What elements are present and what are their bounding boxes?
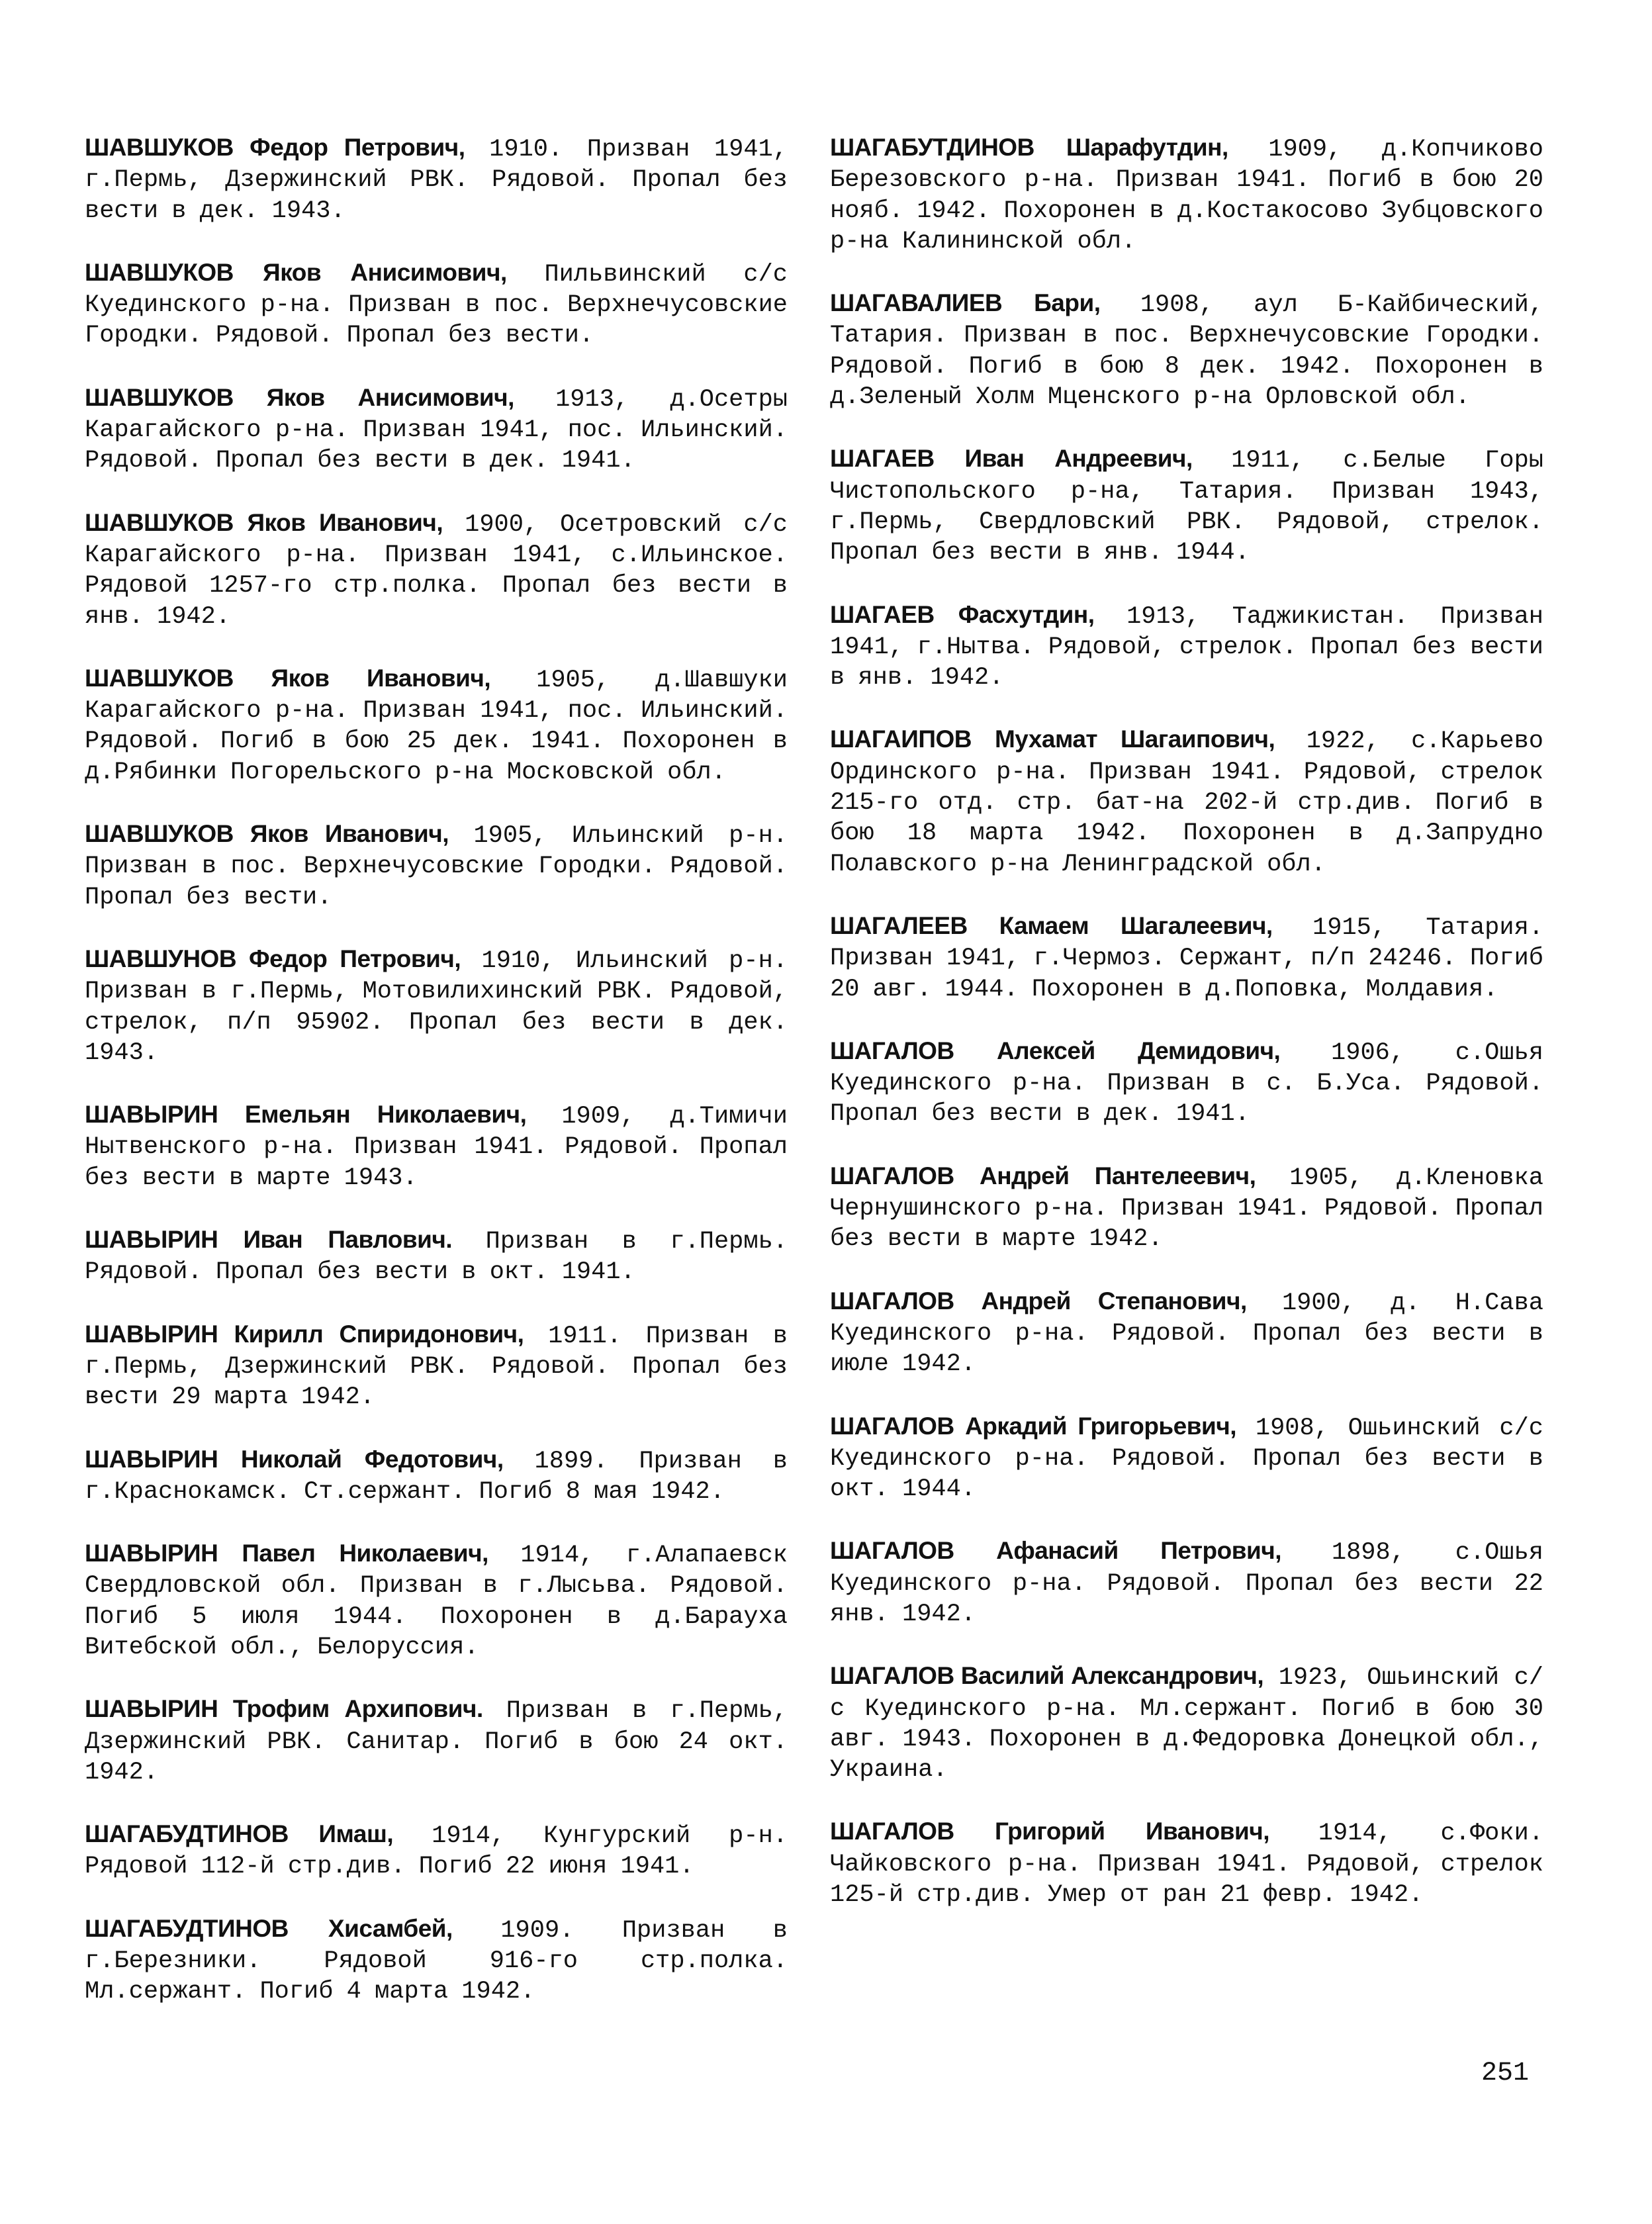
person-entry bbox=[85, 1914, 788, 2008]
person-details: 1909. Призван в г.Березники. Рядовой 916-го стр.полка. Мл.сержант. Погиб 4 марта 1942. bbox=[85, 1916, 788, 2006]
person-entry bbox=[85, 819, 788, 913]
person-details: 1905, д.Шавшуки Карагайского р-на. Призван 1941, пос. Ильинский. Рядовой. Погиб в бою 25 дек. 1941. Похоронен в д.Рябинки Погорельского р-на Московской обл. bbox=[85, 666, 788, 786]
person-name: ШАГАЛОВ Андрей Степанович, bbox=[830, 1287, 1247, 1315]
person-details: Пильвинский с/с Куединского р-на. Призван в пос. Верхнечусовские Городки. Рядовой. Пропал без вести. bbox=[85, 260, 788, 350]
person-details: Призван в г.Пермь, Дзержинский РВК. Санитар. Погиб в бою 24 окт. 1942. bbox=[85, 1697, 788, 1786]
person-name: ШАВЫРИН Николай Федотович, bbox=[85, 1445, 504, 1473]
person-details: 1900, Осетровский с/с Карагайского р-на. Призван 1941, с.Ильинское. Рядовой 1257-го стр.полка. Пропал без вести в янв. 1942. bbox=[85, 510, 788, 631]
person-name: ШАГАЛОВ Афанасий Петрович, bbox=[830, 1537, 1281, 1565]
person-name: ШАВШУКОВ Яков Иванович, bbox=[85, 664, 491, 692]
person-details: 1922, с.Карьево Ординского р-на. Призван 1941. Рядовой, стрелок 215-го отд. стр. бат-на 202-й стр.див. Погиб в бою 18 марта 1942. Похоронен в д.Запрудно Полавского р-на Ленинградской обл. bbox=[830, 727, 1543, 878]
person-entry bbox=[830, 1816, 1543, 1910]
person-details: 1910. Призван 1941, г.Пермь, Дзержинский РВК. Рядовой. Пропал без вести в дек. 1943. bbox=[85, 136, 788, 225]
person-details: 1905, д.Кленовка Чернушинского р-на. Призван 1941. Рядовой. Пропал без вести в марте 1942. bbox=[830, 1164, 1543, 1254]
person-entry bbox=[830, 1661, 1543, 1785]
person-details: 1900, д. Н.Сава Куединского р-на. Рядовой. Пропал без вести в июле 1942. bbox=[830, 1289, 1543, 1379]
person-details: 1905, Ильинский р-н. Призван в пос. Верхнечусовские Городки. Рядовой. Пропал без вести. bbox=[85, 822, 788, 911]
person-name: ШАВЫРИН Иван Павлович. bbox=[85, 1226, 453, 1254]
person-name: ШАГАИПОВ Мухамат Шагаипович, bbox=[830, 725, 1275, 753]
person-entry bbox=[85, 944, 788, 1068]
right-column bbox=[830, 132, 1543, 1941]
person-entry bbox=[85, 1819, 788, 1882]
person-entry bbox=[830, 1161, 1543, 1255]
person-name: ШАГАЛОВ Григорий Иванович, bbox=[830, 1818, 1270, 1845]
person-entry bbox=[830, 724, 1543, 879]
person-name: ШАВЫРИН Павел Николаевич, bbox=[85, 1540, 488, 1567]
person-entry bbox=[85, 1225, 788, 1288]
person-name: ШАГАБУДТИНОВ Имаш, bbox=[85, 1820, 394, 1848]
person-name: ШАВШУКОВ Яков Анисимович, bbox=[85, 383, 514, 411]
person-name: ШАГАЛОВ Андрей Пантелеевич, bbox=[830, 1162, 1256, 1189]
person-details: 1911, с.Белые Горы Чистопольского р-на, Татария. Призван 1943, г.Пермь, Свердловский РВК. Рядовой, стрелок. Пропал без вести в янв. 1944. bbox=[830, 447, 1543, 567]
person-name: ШАВЫРИН Емельян Николаевич, bbox=[85, 1101, 527, 1129]
person-details: 1909, д.Тимичи Нытвенского р-на. Призван 1941. Рядовой. Пропал без вести в марте 1943. bbox=[85, 1103, 788, 1192]
person-details: 1913, Таджикистан. Призван 1941, г.Нытва. Рядовой, стрелок. Пропал без вести в янв. 1942. bbox=[830, 602, 1543, 692]
person-name: ШАГАЛЕЕВ Камаем Шагалеевич, bbox=[830, 911, 1273, 939]
person-name: ШАВШУКОВ Федор Петрович, bbox=[85, 134, 465, 161]
person-details: Призван в г.Пермь. Рядовой. Пропал без вести в окт. 1941. bbox=[85, 1228, 788, 1287]
person-details: 1915, Татария. Призван 1941, г.Чермоз. Сержант, п/п 24246. Погиб 20 авг. 1944. Похоронен в д.Поповка, Молдавия. bbox=[830, 913, 1543, 1003]
person-entry bbox=[85, 1319, 788, 1413]
person-entry bbox=[85, 1444, 788, 1508]
person-entry bbox=[85, 508, 788, 632]
person-name: ШАГАЛОВ Алексей Демидович, bbox=[830, 1037, 1281, 1064]
person-name: ШАГАБУТДИНОВ Шарафутдин, bbox=[830, 134, 1228, 161]
person-details: 1914, с.Фоки. Чайковского р-на. Призван 1941. Рядовой, стрелок 125-й стр.див. Умер от ран 21 февр. 1942. bbox=[830, 1820, 1543, 1910]
person-entry bbox=[85, 257, 788, 351]
page-number: 251 bbox=[1481, 2059, 1530, 2088]
person-name: ШАГАВАЛИЕВ Бари, bbox=[830, 289, 1101, 317]
left-column bbox=[85, 132, 788, 2039]
person-entry bbox=[830, 1286, 1543, 1380]
person-details: 1911. Призван в г.Пермь, Дзержинский РВК. Рядовой. Пропал без вести 29 марта 1942. bbox=[85, 1322, 788, 1412]
person-name: ШАВШУКОВ Яков Иванович, bbox=[85, 820, 449, 848]
person-details: 1906, с.Ошья Куединского р-на. Призван в с. Б.Уса. Рядовой. Пропал без вести в дек. 1941. bbox=[830, 1039, 1543, 1129]
person-details: 1914, г.Алапаевск Свердловской обл. Призван в г.Лысьва. Рядовой. Погиб 5 июля 1944. Похоронен в д.Барауха Витебской обл., Белоруссия. bbox=[85, 1542, 788, 1661]
person-details: 1899. Призван в г.Краснокамск. Ст.сержант. Погиб 8 мая 1942. bbox=[85, 1447, 788, 1506]
person-entry bbox=[830, 911, 1543, 1005]
person-entry bbox=[830, 288, 1543, 412]
person-details: 1909, д.Копчиково Березовского р-на. Призван 1941. Погиб в бою 20 нояб. 1942. Похоронен в д.Костакосово Зубцовского р-на Калининской обл. bbox=[830, 136, 1543, 255]
person-details: 1910, Ильинский р-н. Призван в г.Пермь, Мотовилихинский РВК. Рядовой, стрелок, п/п 95902. Пропал без вести в дек. 1943. bbox=[85, 947, 788, 1067]
person-entry bbox=[830, 132, 1543, 257]
person-name: ШАГАЛОВ Аркадий Григорьевич, bbox=[830, 1412, 1237, 1440]
person-name: ШАГАЕВ Иван Андреевич, bbox=[830, 445, 1193, 473]
person-name: ШАВШУКОВ Яков Иванович, bbox=[85, 508, 443, 536]
person-details: 1923, Ошьинский с/с Куединского р-на. Мл.сержант. Погиб в бою 30 авг. 1943. Похоронен в д.Федоровка Донецкой обл., Украина. bbox=[830, 1664, 1543, 1784]
person-entry bbox=[830, 600, 1543, 694]
person-name: ШАВШУКОВ Яков Анисимович, bbox=[85, 258, 507, 286]
person-entry bbox=[85, 383, 788, 477]
person-name: ШАВЫРИН Кирилл Спиридонович, bbox=[85, 1320, 524, 1348]
person-entry bbox=[85, 663, 788, 788]
person-entry bbox=[830, 443, 1543, 568]
person-entry bbox=[830, 1411, 1543, 1505]
person-name: ШАГАБУДТИНОВ Хисамбей, bbox=[85, 1914, 453, 1942]
person-name: ШАГАЕВ Фасхутдин, bbox=[830, 600, 1095, 628]
person-name: ШАВЫРИН Трофим Архипович. bbox=[85, 1695, 483, 1723]
person-entry bbox=[85, 132, 788, 226]
person-name: ШАГАЛОВ Василий Александрович, bbox=[830, 1662, 1264, 1690]
person-entry bbox=[85, 1694, 788, 1788]
person-entry bbox=[830, 1036, 1543, 1130]
person-name: ШАВШУНОВ Федор Петрович, bbox=[85, 945, 461, 972]
person-details: 1908, Ошьинский с/с Куединского р-на. Рядовой. Пропал без вести в окт. 1944. bbox=[830, 1414, 1543, 1504]
person-entry bbox=[85, 1099, 788, 1193]
person-details: 1908, аул Б-Кайбический, Татария. Призван в пос. Верхнечусовские Городки. Рядовой. Погиб в бою 8 дек. 1942. Похоронен в д.Зеленый Холм Мценского р-на Орловской обл. bbox=[830, 291, 1543, 412]
person-details: 1913, д.Осетры Карагайского р-на. Призван 1941, пос. Ильинский. Рядовой. Пропал без вести в дек. 1941. bbox=[85, 385, 788, 475]
person-entry bbox=[830, 1536, 1543, 1630]
person-details: 1914, Кунгурский р-н. Рядовой 112-й стр.див. Погиб 22 июня 1941. bbox=[85, 1822, 788, 1881]
person-details: 1898, с.Ошья Куединского р-на. Рядовой. Пропал без вести 22 янв. 1942. bbox=[830, 1539, 1543, 1628]
person-entry bbox=[85, 1538, 788, 1663]
